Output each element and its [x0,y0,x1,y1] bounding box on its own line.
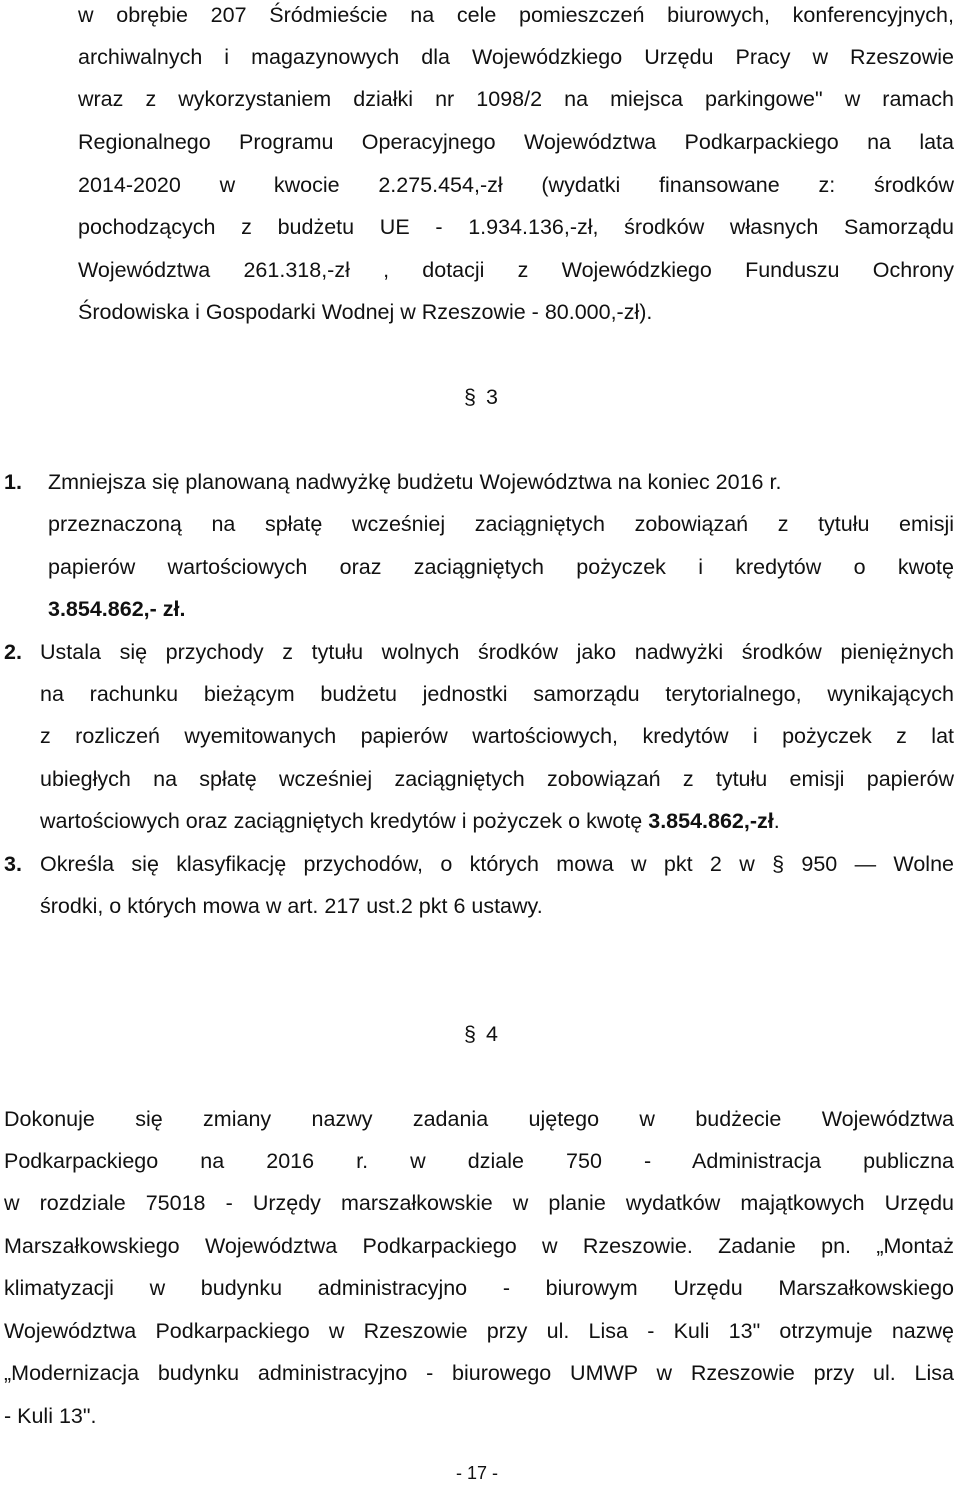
item-number: 3. [4,852,22,876]
item-line: ubiegłych na spłatę wcześniej zaciągniętych zobowiązań z tytułu emisji papierów [40,767,954,791]
paragraph-line: - Kuli 13". [4,1404,97,1428]
item-amount: 3.854.862,-zł [648,809,774,833]
item-line: z rozliczeń wyemitowanych papierów wartościowych, kredytów i pożyczek z lat [40,724,954,748]
item-line: na rachunku bieżącym budżetu jednostki samorządu terytorialnego, wynikających [40,682,954,706]
section-heading [464,382,498,412]
paragraph-line: w rozdziale 75018 - Urzędy marszałkowskie w planie wydatków majątkowych Urzędu [4,1191,954,1215]
item-line: przeznaczoną na spłatę wcześniej zaciągniętych zobowiązań z tytułu emisji [48,512,954,536]
item-amount: 3.854.862,- zł. [48,597,186,621]
intro-line: archiwalnych i magazynowych dla Wojewódzkiego Urzędu Pracy w Rzeszowie [78,45,954,69]
intro-line: Regionalnego Programu Operacyjnego Województwa Podkarpackiego na lata [78,130,954,154]
section-number: 4 [485,1022,498,1046]
paragraph-line: „Modernizacja budynku administracyjno - biurowego UMWP w Rzeszowie przy ul. Lisa [4,1361,954,1385]
item-line: Zmniejsza się planowaną nadwyżkę budżetu Województwa na koniec 2016 r. [48,470,782,494]
intro-line: pochodzących z budżetu UE - 1.934.136,-zł, środków własnych Samorządu [78,215,954,239]
intro-line: 2014-2020 w kwocie 2.275.454,-zł (wydatki finansowane z: środków [78,173,954,197]
paragraph-line: Województwa Podkarpackiego w Rzeszowie przy ul. Lisa - Kuli 13" otrzymuje nazwę [4,1319,954,1343]
page-number: - 17 - [456,1463,499,1483]
intro-line: w obrębie 207 Śródmieście na cele pomieszczeń biurowych, konferencyjnych, [78,3,954,27]
paragraph-symbol: § [464,385,476,409]
intro-line: wraz z wykorzystaniem działki nr 1098/2 na miejsca parkingowe" w ramach [78,87,954,111]
item-line [40,806,780,836]
paragraph-line: Marszałkowskiego Województwa Podkarpackiego w Rzeszowie. Zadanie pn. „Montaż [4,1234,954,1258]
section-number: 3 [485,385,498,409]
intro-line: Województwa 261.318,-zł , dotacji z Wojewódzkiego Funduszu Ochrony [78,258,954,282]
paragraph-line: Podkarpackiego na 2016 r. w dziale 750 - Administracja publiczna [4,1149,954,1173]
intro-line: Środowiska i Gospodarki Wodnej w Rzeszowie - 80.000,-zł). [78,300,653,324]
item-line: środki, o których mowa w art. 217 ust.2 pkt 6 ustawy. [40,894,543,918]
paragraph-line: Dokonuje się zmiany nazwy zadania ujętego w budżecie Województwa [4,1107,954,1131]
section-heading [464,1019,498,1049]
paragraph-line: klimatyzacji w budynku administracyjno - biurowym Urzędu Marszałkowskiego [4,1276,954,1300]
item-line: Ustala się przychody z tytułu wolnych środków jako nadwyżki środków pieniężnych [40,640,954,664]
item-line: Określa się klasyfikację przychodów, o których mowa w pkt 2 w § 950 ― Wolne [40,852,954,876]
paragraph-symbol: § [464,1022,476,1046]
item-number: 2. [4,640,22,664]
item-text: wartościowych oraz zaciągniętych kredytów i pożyczek o kwotę [40,809,649,833]
item-line: papierów wartościowych oraz zaciągniętych pożyczek i kredytów o kwotę [48,555,954,579]
item-number: 1. [4,470,22,494]
item-text: . [773,809,780,833]
